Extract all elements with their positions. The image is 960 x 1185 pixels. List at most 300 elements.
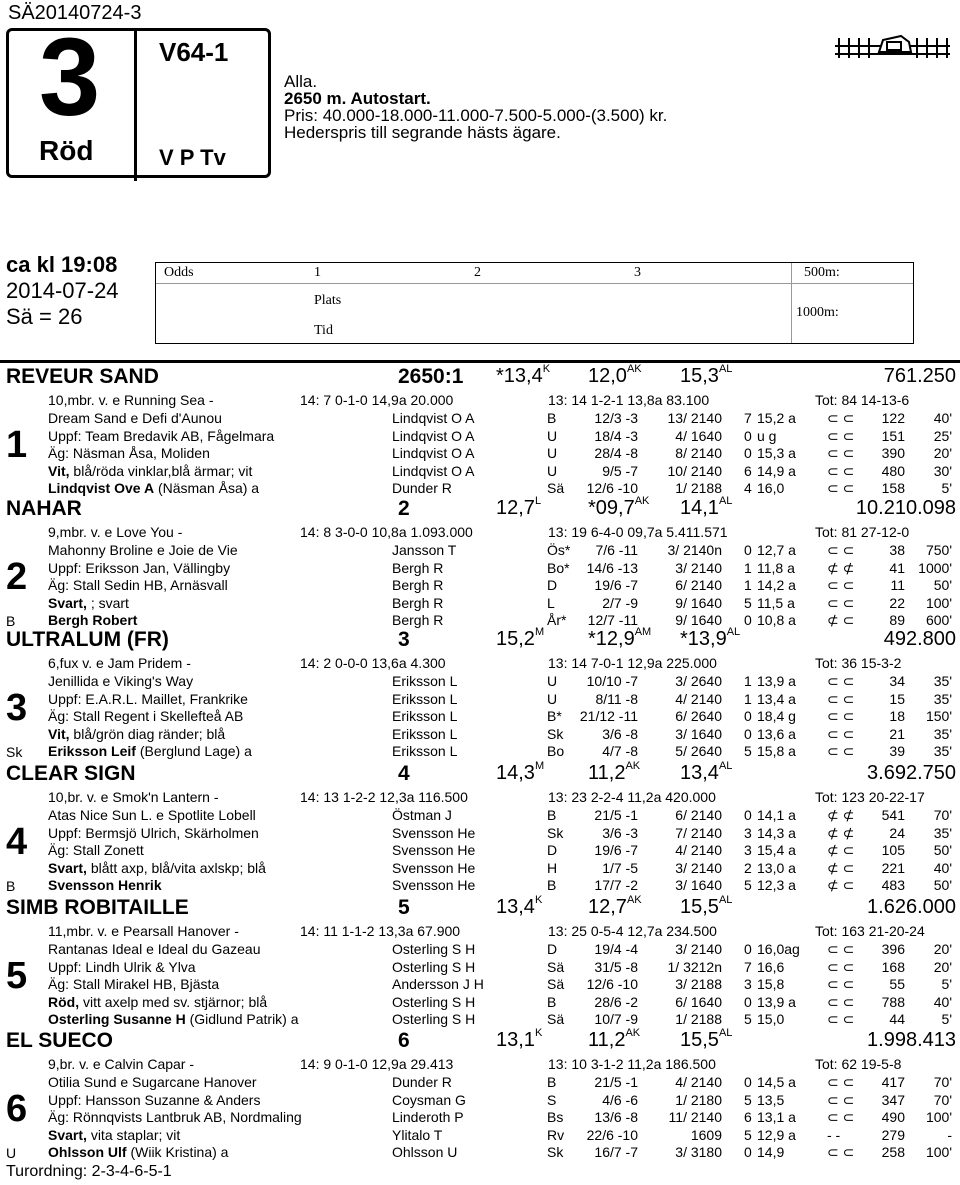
race-date: 10/10 -7 [586, 673, 638, 689]
odds: 490 [881, 1109, 905, 1125]
line-text: (Gidlund Patrik) a [189, 1011, 299, 1027]
line-text: Mahonny Broline e Joie de Vie [48, 542, 238, 558]
placing: 5 [744, 594, 752, 611]
race-date: 1/7 -5 [602, 859, 638, 876]
line-text: Äg: Rönnqvists Lantbruk AB, Nordmaling [48, 1109, 302, 1125]
race-date: 17/7 -2 [594, 877, 638, 893]
pedigree-line [48, 807, 256, 824]
header-separator [0, 360, 960, 363]
shoes-icon: ⊂ ⊂ [827, 1144, 855, 1160]
odds: 44 [889, 1011, 905, 1027]
race-date: 31/5 -8 [594, 958, 638, 975]
race-time: 13,4 a [757, 690, 796, 707]
distance: 10/ 2140 [667, 462, 722, 479]
prize: 35' [933, 824, 952, 841]
record-suffix: K [534, 894, 543, 906]
race-time: 10,8 a [757, 612, 796, 628]
line-text: (Näsman Åsa) a [157, 480, 260, 496]
race-info-line: 2650 m. Autostart. [284, 89, 431, 108]
placing: 1 [744, 690, 752, 707]
race-time: 13,5 [757, 1091, 785, 1108]
record-value: 12,7 [496, 497, 535, 519]
shoes-icon: ⊂ ⊂ [827, 690, 855, 707]
prize: 30' [933, 462, 952, 479]
track: U [547, 445, 558, 461]
record-suffix: AL [718, 495, 733, 507]
total-prize: 761.250 [883, 365, 956, 387]
driver: Eriksson L [392, 725, 458, 742]
race-date: 16/7 -7 [594, 1144, 638, 1160]
horse-stats: 13: 10 3-1-2 11,2a 186.500 [548, 1056, 716, 1072]
shoes-icon: ⊂ ⊂ [827, 1109, 855, 1125]
track: År* [547, 612, 567, 628]
start-position: U [6, 1145, 17, 1161]
race-info-line: Pris: 40.000-18.000-11.000-7.500-5.000-(3.500) kr. [284, 106, 668, 125]
driver: Svensson He [392, 859, 476, 876]
odds: 480 [881, 462, 905, 479]
record-suffix: AL [718, 894, 733, 906]
odds: 168 [881, 958, 905, 975]
record-suffix: AK [625, 760, 641, 772]
odds: 396 [881, 941, 905, 957]
race-date: 21/5 -1 [594, 1074, 638, 1090]
odds: 417 [881, 1074, 905, 1090]
race-id: SÄ20140724-3 [8, 2, 142, 24]
distance: 1/ 2188 [675, 1011, 722, 1027]
driver: Osterling S H [392, 1011, 476, 1027]
placing: 7 [744, 958, 752, 975]
line-text: Uppf: Hansson Suzanne & Anders [48, 1091, 261, 1108]
place-3-label: 3 [634, 265, 641, 280]
horse-name: ULTRALUM (FR) [6, 628, 169, 651]
line-text: (Berglund Lage) a [139, 743, 252, 759]
total-prize: 492.800 [883, 628, 956, 650]
driver: Lindqvist O A [392, 427, 475, 444]
placing: 7 [744, 410, 752, 426]
prize: 50' [933, 877, 952, 893]
horse-stats: 14: 11 1-1-2 13,3a 67.900 [300, 923, 461, 939]
distance: 6/ 2140 [675, 807, 722, 823]
record-value: 11,2 [588, 762, 626, 784]
record-rec1 [496, 365, 550, 388]
odds: 38 [889, 542, 905, 558]
pedigree-line [48, 691, 248, 708]
shoes-icon: - - [827, 1126, 841, 1143]
pedigree-line [48, 877, 162, 894]
pedigree-line [48, 959, 196, 976]
prize: 40' [933, 859, 952, 876]
driver: Bergh R [392, 577, 444, 593]
race-time: 14,9 [757, 1144, 785, 1160]
track: Rv [547, 1126, 565, 1143]
line-text: Äg: Näsman Åsa, Moliden [48, 445, 210, 461]
prize: 5' [941, 1011, 952, 1027]
pedigree-line [48, 1092, 260, 1109]
horse-stats: Tot: 123 20-22-17 [815, 789, 925, 805]
track: B [547, 993, 557, 1010]
distance: 11/ 2140 [668, 1109, 722, 1125]
total-prize: 10.210.098 [855, 497, 956, 519]
driver: Osterling S H [392, 941, 476, 957]
track: U [547, 427, 558, 444]
prize: 35' [933, 690, 952, 707]
distance: 3/ 3180 [675, 1144, 722, 1160]
odds: 15 [889, 690, 905, 707]
odds: 258 [881, 1144, 905, 1160]
driver: Lindqvist O A [392, 410, 475, 426]
driver: Svensson He [392, 824, 476, 841]
odds: 105 [881, 842, 905, 858]
prize: 100' [925, 1144, 952, 1160]
total-prize: 3.692.750 [867, 762, 956, 784]
pedigree-line [48, 842, 144, 859]
pedigree-line [48, 410, 222, 427]
distance: 3/ 2140 [675, 859, 722, 876]
bold-prefix: Osterling Susanne H [48, 1011, 186, 1027]
placing: 0 [744, 612, 752, 628]
bold-prefix: Vit, [48, 725, 70, 742]
distance-post: 4 [398, 762, 410, 785]
record-value: 15,5 [680, 1029, 719, 1051]
pedigree-line [48, 1127, 180, 1144]
horse-name: EL SUECO [6, 1029, 113, 1052]
shoes-icon: ⊄ ⊂ [827, 877, 855, 893]
race-time: 13,0 a [757, 859, 796, 876]
race-date: 14/6 -13 [586, 559, 638, 576]
prize: 1000' [918, 559, 952, 576]
distance-post: 6 [398, 1029, 410, 1052]
line-text: Jenillida e Viking's Way [48, 673, 194, 689]
distance: 4/ 2140 [675, 690, 722, 707]
pedigree-line [48, 1144, 228, 1161]
turn-order: Turordning: 2-3-4-6-5-1 [6, 1163, 172, 1180]
driver: Lindqvist O A [392, 445, 475, 461]
track: Sä [547, 1011, 565, 1027]
race-info [284, 73, 667, 141]
race-time: 15,0 [757, 1011, 785, 1027]
shoes-icon: ⊄ ⊄ [827, 824, 855, 841]
horse-stats: 14: 7 0-1-0 14,9a 20.000 [300, 392, 454, 408]
driver: Eriksson L [392, 743, 458, 759]
prize: 100' [925, 594, 952, 611]
placing: 0 [744, 725, 752, 742]
horse-stats: Tot: 36 15-3-2 [815, 655, 902, 671]
race-date: 2014-07-24 [6, 278, 119, 303]
plats-label: Plats [314, 293, 342, 308]
horse-stats: 13: 25 0-5-4 12,7a 234.500 [548, 923, 717, 939]
odds-box-divider [791, 263, 792, 343]
track: D [547, 941, 558, 957]
horse-stats: 13: 23 2-2-4 11,2a 420.000 [548, 789, 716, 805]
start-number: 6 [6, 1088, 28, 1130]
shoes-icon: ⊄ ⊄ [827, 559, 855, 576]
placing: 0 [744, 427, 752, 444]
driver: Jansson T [392, 542, 457, 558]
odds-box [155, 262, 914, 344]
placing: 1 [744, 559, 752, 576]
driver: Östman J [392, 807, 452, 823]
distance: 9/ 1640 [675, 612, 722, 628]
placing: 1 [744, 577, 752, 593]
driver: Ylitalo T [392, 1126, 443, 1143]
distance: 6/ 2640 [675, 708, 722, 724]
shoes-icon: ⊂ ⊂ [827, 462, 855, 479]
record-rec3 [680, 497, 732, 520]
record-suffix: AK [625, 1027, 641, 1039]
race-time: 11,8 a [757, 559, 795, 576]
driver: Ohlsson U [392, 1144, 458, 1160]
pedigree-line [48, 612, 137, 629]
race-date: 4/6 -6 [602, 1091, 638, 1108]
horse-name: NAHAR [6, 497, 82, 520]
track: B [547, 410, 557, 426]
shoes-icon: ⊂ ⊂ [827, 480, 855, 496]
record-rec2 [588, 628, 651, 651]
line-text: vita staplar; vit [90, 1126, 181, 1143]
start-number: 2 [6, 556, 28, 598]
race-date: 3/6 -8 [602, 725, 638, 742]
record-suffix: AL [726, 626, 741, 638]
driver: Dunder R [392, 1074, 452, 1090]
placing: 2 [744, 859, 752, 876]
odds: 39 [889, 743, 905, 759]
bold-prefix: Röd, [48, 993, 80, 1010]
shoes-icon: ⊂ ⊂ [827, 577, 855, 593]
race-color: Röd [39, 135, 94, 166]
record-rec1 [496, 762, 544, 785]
horse-stats: Tot: 62 19-5-8 [815, 1056, 902, 1072]
race-time: 16,6 [757, 958, 785, 975]
record-value: *12,9 [588, 628, 635, 650]
track: Sä [547, 480, 565, 496]
race-date: 12/6 -10 [586, 976, 638, 992]
odds: 11 [890, 577, 905, 593]
record-suffix: L [534, 495, 542, 507]
placing: 5 [744, 1011, 752, 1027]
prize: 600' [925, 612, 952, 628]
distance: 13/ 2140 [667, 410, 722, 426]
race-time: 13,1 a [757, 1109, 796, 1125]
distance-post: 5 [398, 896, 410, 919]
distance: 1/ 2180 [675, 1091, 722, 1108]
placing: 0 [744, 445, 752, 461]
pedigree-line [48, 595, 129, 612]
distance-post: 3 [398, 628, 410, 651]
race-time: 12,9 a [757, 1126, 796, 1143]
prize: 35' [933, 725, 952, 742]
shoes-icon: ⊂ ⊂ [827, 427, 855, 444]
record-value: 13,4 [680, 762, 719, 784]
pedigree-line [48, 860, 266, 877]
record-value: 12,7 [588, 896, 627, 918]
track: B* [547, 708, 562, 724]
driver: Lindqvist O A [392, 462, 475, 479]
line-text: Rantanas Ideal e Ideal du Gazeau [48, 941, 261, 957]
prize: 20' [933, 958, 952, 975]
record-suffix: K [542, 363, 551, 375]
shoes-icon: ⊂ ⊂ [827, 958, 855, 975]
horse-name: REVEUR SAND [6, 365, 159, 388]
line-text: Äg: Stall Regent i Skellefteå AB [48, 708, 244, 724]
race-date: 19/6 -7 [594, 577, 638, 593]
placing: 0 [744, 993, 752, 1010]
placing: 6 [744, 462, 752, 479]
odds: 122 [881, 410, 905, 426]
record-rec2 [588, 1029, 640, 1052]
tid-label: Tid [314, 323, 333, 338]
shoes-icon: ⊂ ⊂ [827, 993, 855, 1010]
line-text: blått axp, blå/vita axlskp; blå [90, 859, 266, 876]
race-time: 13,9 a [757, 673, 796, 689]
prize: 35' [933, 673, 952, 689]
driver: Coysman G [392, 1091, 466, 1108]
line-text: Atas Nice Sun L. e Spotlite Lobell [48, 807, 256, 823]
track: L [547, 594, 555, 611]
record-suffix: AL [718, 760, 733, 772]
odds: 41 [889, 559, 905, 576]
line-text: blå/röda vinklar,blå ärmar; vit [73, 462, 253, 479]
placing: 0 [744, 807, 752, 823]
bold-prefix: Svart, [48, 859, 87, 876]
horse-stats: Tot: 81 27-12-0 [815, 524, 910, 540]
distance: 1/ 2188 [675, 480, 722, 496]
line-text: ; svart [90, 594, 129, 611]
pedigree-line [48, 542, 238, 559]
prize: 5' [941, 976, 952, 992]
race-date: 9/5 -7 [602, 462, 638, 479]
pedigree-line [48, 673, 193, 690]
record-rec3 [680, 1029, 732, 1052]
record-suffix: AL [718, 363, 733, 375]
race-time: 11,5 a [757, 594, 795, 611]
record-rec3 [680, 762, 732, 785]
race-date: 8/11 -8 [595, 690, 638, 707]
line-text: Äg: Stall Zonett [48, 842, 144, 858]
odds: 34 [889, 673, 905, 689]
driver: Bergh R [392, 612, 444, 628]
race-time: u g [757, 427, 777, 444]
horse-stats: 13: 14 7-0-1 12,9a 225.000 [548, 655, 717, 671]
driver: Bergh R [392, 594, 444, 611]
record-rec3 [680, 365, 732, 388]
race-time: 14,2 a [757, 577, 796, 593]
race-time: 13,6 a [757, 725, 796, 742]
shoes-icon: ⊂ ⊂ [827, 1074, 855, 1090]
race-time: 16,0ag [757, 941, 800, 957]
shoes-icon: ⊂ ⊂ [827, 410, 855, 426]
placing: 3 [744, 842, 752, 858]
horse-stats: 13: 14 1-2-1 13,8a 83.100 [548, 392, 710, 408]
race-number: 3 [39, 16, 101, 139]
distance: 4/ 2140 [675, 1074, 722, 1090]
race-date: 3/6 -3 [602, 824, 638, 841]
distance: 9/ 1640 [675, 594, 722, 611]
horse-stats: 6,fux v. e Jam Pridem - [48, 655, 191, 671]
tv-label: V P Tv [159, 145, 226, 170]
record-value: 15,3 [680, 365, 719, 387]
prize: 100' [925, 1109, 952, 1125]
track: U [547, 462, 558, 479]
race-time: 15,4 a [757, 842, 796, 858]
record-suffix: AL [718, 1027, 733, 1039]
driver: Svensson He [392, 877, 476, 893]
prize: 70' [933, 807, 952, 823]
placing: 0 [744, 1074, 752, 1090]
shoes-icon: ⊄ ⊂ [827, 612, 855, 628]
distance: 3/ 2640 [675, 673, 722, 689]
driver: Eriksson L [392, 690, 458, 707]
record-rec2 [588, 365, 642, 388]
bold-prefix: Lindqvist Ove A [48, 480, 155, 496]
placing: 5 [744, 1126, 752, 1143]
record-value: *13,9 [680, 628, 727, 650]
odds: 18 [889, 708, 905, 724]
race-time: 15,8 a [757, 743, 796, 759]
m500-label: 500m: [804, 265, 840, 280]
line-text: Äg: Stall Mirakel HB, Bjästa [48, 976, 220, 992]
driver: Svensson He [392, 842, 476, 858]
line-text: vitt axelp med sv. stjärnor; blå [83, 993, 268, 1010]
race-date: 10/7 -9 [594, 1011, 638, 1027]
record-rec1 [496, 1029, 542, 1052]
race-time: 15,2 a [757, 410, 796, 426]
start-position: Sk [6, 744, 23, 760]
record-suffix: K [534, 1027, 543, 1039]
shoes-icon: ⊂ ⊂ [827, 594, 855, 611]
prize: 70' [933, 1074, 952, 1090]
record-suffix: AK [634, 495, 650, 507]
record-rec1 [496, 628, 544, 651]
pedigree-line [48, 560, 230, 577]
track: Sk [547, 1144, 564, 1160]
placing: 0 [744, 542, 752, 558]
odds: 158 [881, 480, 905, 496]
bold-prefix: Vit, [48, 462, 70, 479]
race-date: 7/6 -11 [595, 542, 638, 558]
track: U [547, 690, 558, 707]
record-value: 14,3 [496, 762, 535, 784]
prize: 5' [941, 480, 952, 496]
horse-stats: 14: 13 1-2-2 12,3a 116.500 [300, 789, 468, 805]
record-rec3 [680, 628, 740, 651]
driver: Eriksson L [392, 708, 458, 724]
horse-stats: 11,mbr. v. e Pearsall Hanover - [48, 923, 239, 939]
start-number: 4 [6, 821, 28, 863]
race-date: 21/5 -1 [594, 807, 638, 823]
line-text: Uppf: Bermsjö Ulrich, Skärholmen [48, 824, 259, 841]
race-date: 13/6 -8 [594, 1109, 638, 1125]
horse-stats: 14: 9 0-1-0 12,9a 29.413 [300, 1056, 454, 1072]
placing: 3 [744, 824, 752, 841]
distance: 3/ 2140 [675, 559, 722, 576]
bold-prefix: Ohlsson Ulf [48, 1144, 127, 1160]
odds: 390 [881, 445, 905, 461]
shoes-icon: ⊂ ⊂ [827, 1011, 855, 1027]
horse-name: CLEAR SIGN [6, 762, 136, 785]
bold-prefix: Eriksson Leif [48, 743, 136, 759]
distance: 3/ 2188 [675, 976, 722, 992]
driver: Eriksson L [392, 673, 458, 689]
track: B [547, 877, 557, 893]
pedigree-line [48, 941, 261, 958]
prize: 40' [933, 410, 952, 426]
race-date: 18/4 -3 [594, 427, 638, 444]
horse-stats: 14: 8 3-0-0 10,8a 1.093.000 [300, 524, 473, 540]
track: Sk [547, 824, 564, 841]
pedigree-line [48, 445, 210, 462]
race-time: 12,3 a [757, 877, 796, 893]
driver: Dunder R [392, 480, 452, 496]
